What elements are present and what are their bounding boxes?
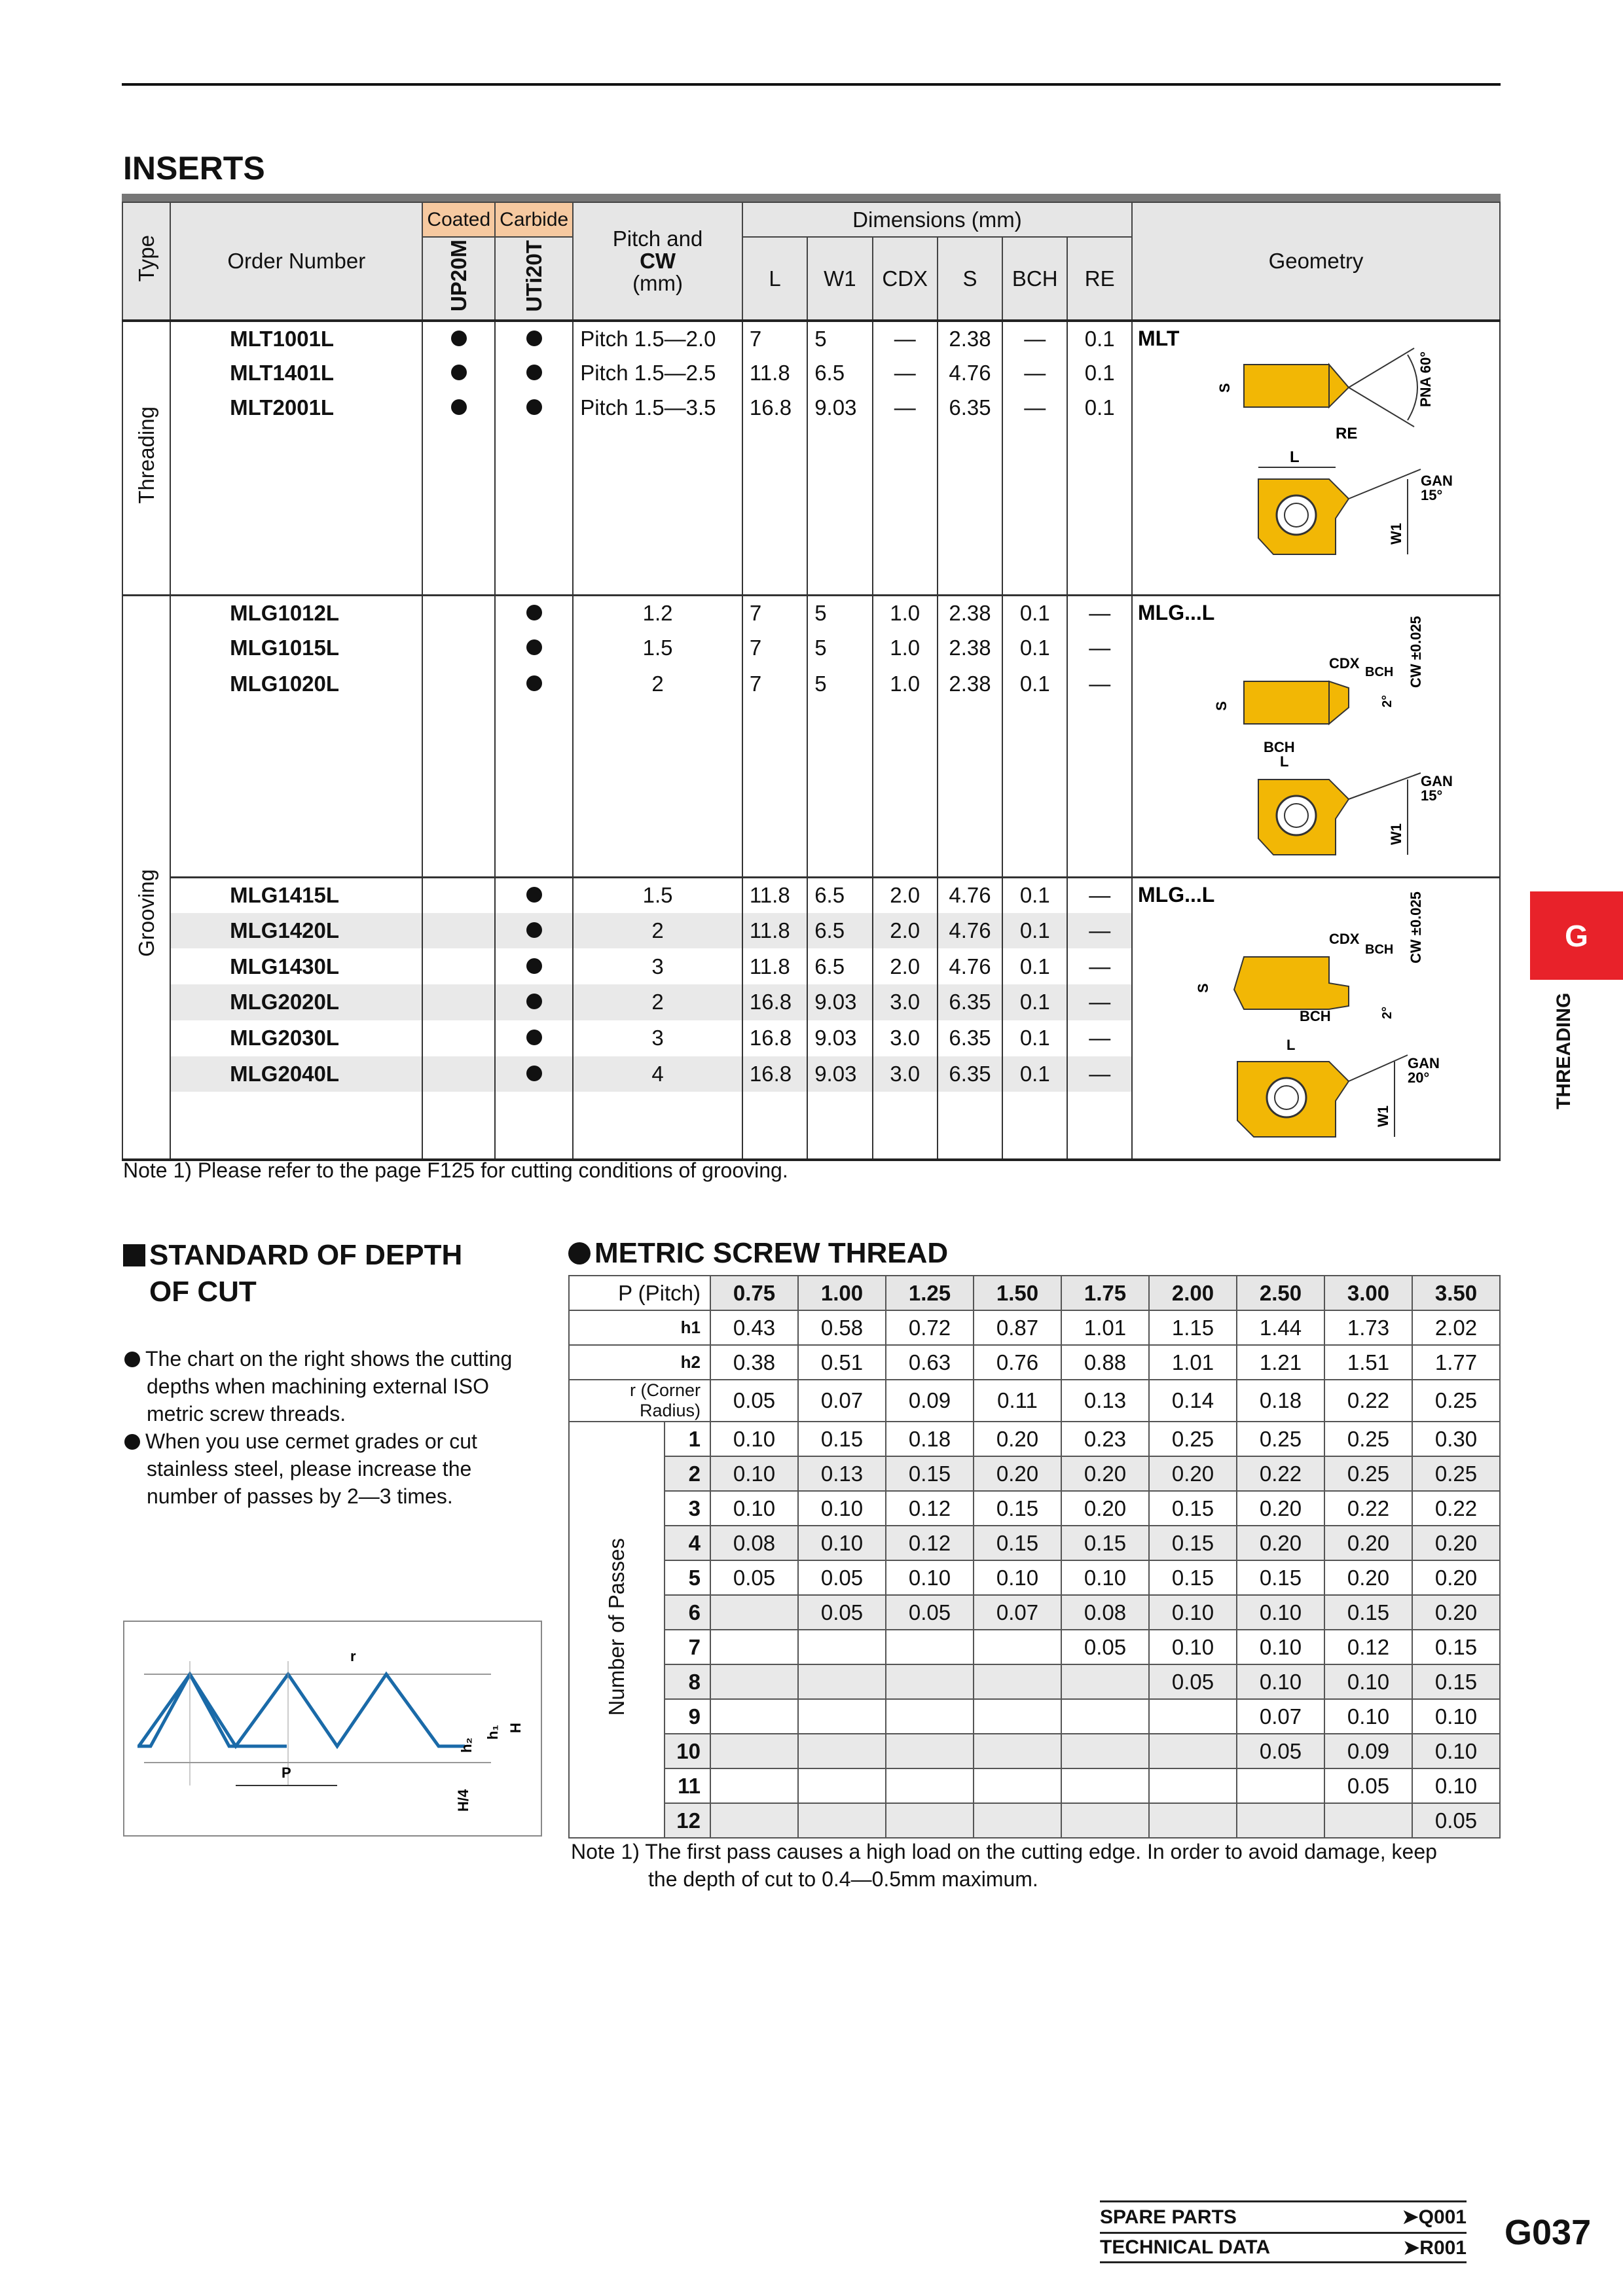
thread-diagram bbox=[123, 1621, 542, 1837]
table-row: 7 0.05 0.10 0.10 0.12 0.15 bbox=[569, 1630, 1500, 1664]
table-row: MLG1020L 2 7 5 1.0 2.38 0.1 — bbox=[122, 666, 1500, 702]
geometry-header: Geometry bbox=[1132, 202, 1500, 321]
passes-label: Number of Passes bbox=[569, 1422, 665, 1838]
svg-text:BCH: BCH bbox=[1365, 942, 1394, 957]
grade-up20m: UP20M bbox=[422, 237, 495, 321]
col-L: L bbox=[742, 237, 807, 321]
footer-links bbox=[1100, 2200, 1467, 2263]
geometry-mlt bbox=[1132, 321, 1500, 595]
footer-spare-parts[interactable]: SPARE PARTS ➤Q001 bbox=[1100, 2200, 1467, 2232]
table-row: MLG1430L 3 11.8 6.5 2.0 4.76 0.1 — bbox=[122, 948, 1500, 984]
svg-text:r: r bbox=[350, 1648, 356, 1664]
mlt-insert-drawing bbox=[1133, 322, 1499, 584]
table-row: 2 0.10 0.13 0.15 0.20 0.20 0.20 0.22 0.25 0.25 bbox=[569, 1456, 1500, 1491]
svg-text:PNA 60°: PNA 60° bbox=[1417, 351, 1434, 407]
table-row: 8 0.05 0.10 0.10 0.15 bbox=[569, 1664, 1500, 1699]
svg-text:H: H bbox=[507, 1723, 524, 1733]
footer-technical-data[interactable]: TECHNICAL DATA ➤R001 bbox=[1100, 2232, 1467, 2263]
col-BCH: BCH bbox=[1002, 237, 1067, 321]
geometry-mlg-b bbox=[1132, 877, 1500, 1160]
table-row: 11 0.05 0.10 bbox=[569, 1768, 1500, 1803]
svg-text:P: P bbox=[282, 1765, 291, 1781]
svg-text:2°: 2° bbox=[1380, 1006, 1395, 1019]
mlg-insert-drawing bbox=[1133, 878, 1499, 1153]
table-row: Number of Passes 1 0.10 0.15 0.18 0.20 0.23 0.25 0.25 0.25 0.30 bbox=[569, 1422, 1500, 1456]
type-header: Type bbox=[122, 202, 170, 321]
svg-text:S: S bbox=[1216, 383, 1233, 393]
carbide-header: Carbide bbox=[495, 202, 573, 237]
svg-text:GAN: GAN bbox=[1421, 473, 1453, 489]
type-threading: Threading bbox=[122, 321, 170, 595]
svg-text:CDX: CDX bbox=[1329, 930, 1360, 947]
table-row: Threading MLT1001L Pitch 1.5—2.0 7 5 — 2.38 — 0.1 MLT PNA 60° S RE L GAN 15° W1 bbox=[122, 321, 1500, 355]
svg-text:GAN: GAN bbox=[1421, 772, 1453, 789]
section-title: INSERTS bbox=[123, 150, 265, 187]
type-grooving: Grooving bbox=[122, 595, 170, 1160]
order-header: Order Number bbox=[170, 202, 422, 321]
coated-header: Coated bbox=[422, 202, 495, 237]
svg-text:H/4: H/4 bbox=[455, 1789, 471, 1812]
table-row: 4 0.08 0.10 0.12 0.15 0.15 0.15 0.20 0.20 0.20 bbox=[569, 1526, 1500, 1560]
table-row: 9 0.07 0.10 0.10 bbox=[569, 1699, 1500, 1734]
metric-table: P (Pitch) 0.75 1.00 1.25 1.50 1.75 2.00 2.50 3.00 3.50 h1 0.43 0.58 0.72 0.87 1.01 1.15 1.44 1.73 2.02 h2 0.38 0.51 0.63 0.76 0.88 1.01 1.21 1.51 1.77 r (Corner Radius) 0.05 0.07 0.09 0.11 0.13 0.14 0.18 0.22 0.25 Number of Passes 1 0.10 0.15 0.18 0.20 0.23 0.25 0.25 0.25 0.30 2 0.10 0.13 0.15 0.20 0.20 0.20 0.22 0.25 0.25 3 0.10 0.10 0.12 0.15 0.20 0.15 0.20 0.22 0.22 4 0.08 0.10 0.12 0.15 0.15 0.15 0.20 0.20 0.20 5 0.05 0.05 0.10 0.10 0.10 0.15 0.15 0.20 0.20 6 0.05 0.05 0.07 0.08 0.10 0.10 0.15 0.20 7 0.05 0.10 0.10 0.12 0.15 8 0.05 0.10 0.10 0.15 9 0.07 0.10 0.10 10 0.05 0.09 0.10 11 0.05 0.10 12 0.05 bbox=[568, 1275, 1501, 1839]
table-row: 6 0.05 0.05 0.07 0.08 0.10 0.10 0.15 0.20 bbox=[569, 1595, 1500, 1630]
table-row: 3 0.10 0.10 0.12 0.15 0.20 0.15 0.20 0.22 0.22 bbox=[569, 1491, 1500, 1526]
col-RE: RE bbox=[1067, 237, 1132, 321]
table-row: MLG2020L 2 16.8 9.03 3.0 6.35 0.1 — bbox=[122, 984, 1500, 1020]
grade-uti20t: UTi20T bbox=[495, 237, 573, 321]
dims-header: Dimensions (mm) bbox=[742, 202, 1132, 237]
std-bullets: The chart on the right shows the cutting depths when machining external ISO metric screw threads. When you use cermet grades or cut stainless steel, please increase the number of passes by 2—3 times. bbox=[124, 1345, 543, 1510]
svg-text:MLG...L: MLG...L bbox=[1138, 882, 1215, 906]
svg-text:L: L bbox=[1286, 1036, 1296, 1053]
svg-text:W1: W1 bbox=[1375, 1105, 1391, 1127]
svg-text:15°: 15° bbox=[1421, 487, 1443, 503]
table-row: MLT1401L Pitch 1.5—2.5 11.8 6.5 — 4.76 — 0.1 bbox=[122, 355, 1500, 390]
svg-text:15°: 15° bbox=[1421, 787, 1443, 804]
col-W1: W1 bbox=[807, 237, 872, 321]
note-first-pass: Note 1) The first pass causes a high load on the cutting edge. In order to avoid damage, keep the depth of cut to 0.4—0.5mm maximum. bbox=[571, 1840, 1437, 1891]
svg-text:BCH: BCH bbox=[1264, 738, 1295, 755]
svg-text:CDX: CDX bbox=[1329, 655, 1360, 672]
svg-text:MLG...L: MLG...L bbox=[1138, 600, 1215, 624]
svg-text:L: L bbox=[1280, 753, 1289, 770]
table-row: 5 0.05 0.05 0.10 0.10 0.10 0.15 0.15 0.20 0.20 bbox=[569, 1560, 1500, 1595]
inserts-table bbox=[122, 202, 1501, 1161]
col-CDX: CDX bbox=[873, 237, 938, 321]
svg-text:L: L bbox=[1290, 448, 1300, 466]
pitch-header: Pitch and CW (mm) bbox=[573, 202, 742, 321]
table-row: Grooving MLG1012L 1.2 7 5 1.0 2.38 0.1 — MLG...L CDX BCH S CW ±0.025 2° BCH L GAN 15° W1 bbox=[122, 595, 1500, 630]
header-bar bbox=[122, 194, 1501, 202]
svg-text:CW ±0.025: CW ±0.025 bbox=[1408, 891, 1424, 963]
svg-text:CW ±0.025: CW ±0.025 bbox=[1408, 615, 1424, 688]
svg-text:MLT: MLT bbox=[1138, 327, 1180, 350]
geometry-mlg-a bbox=[1132, 595, 1500, 877]
page-number: G037 bbox=[1504, 2213, 1592, 2252]
metric-title: METRIC SCREW THREAD bbox=[568, 1237, 948, 1270]
chapter-tab[interactable]: G bbox=[1530, 891, 1623, 980]
svg-text:2°: 2° bbox=[1380, 694, 1395, 708]
table-row: MLG2040L 4 16.8 9.03 3.0 6.35 0.1 — bbox=[122, 1056, 1500, 1092]
table-row: MLG1415L 1.5 11.8 6.5 2.0 4.76 0.1 — MLG...L CDX BCH S CW ±0.025 2° BCH L GAN 20° W1 bbox=[122, 877, 1500, 913]
svg-text:GAN: GAN bbox=[1408, 1054, 1440, 1071]
svg-text:h₂: h₂ bbox=[458, 1737, 475, 1753]
table-row: 10 0.05 0.09 0.10 bbox=[569, 1734, 1500, 1768]
svg-text:BCH: BCH bbox=[1300, 1007, 1331, 1024]
top-rule bbox=[122, 83, 1501, 86]
svg-text:W1: W1 bbox=[1388, 823, 1404, 845]
table-row: MLG2030L 3 16.8 9.03 3.0 6.35 0.1 — bbox=[122, 1020, 1500, 1056]
svg-text:S: S bbox=[1195, 982, 1211, 993]
table-row: MLG1015L 1.5 7 5 1.0 2.38 0.1 — bbox=[122, 630, 1500, 666]
table-row: 12 0.05 bbox=[569, 1803, 1500, 1838]
svg-text:BCH: BCH bbox=[1365, 664, 1394, 679]
col-S: S bbox=[938, 237, 1002, 321]
svg-text:W1: W1 bbox=[1388, 523, 1404, 545]
mlg-insert-drawing bbox=[1133, 596, 1499, 871]
std-title: STANDARD OF DEPTH OF CUT bbox=[123, 1237, 462, 1310]
chapter-label: THREADING bbox=[1553, 992, 1575, 1109]
note-grooving: Note 1) Please refer to the page F125 for cutting conditions of grooving. bbox=[123, 1158, 788, 1182]
svg-text:20°: 20° bbox=[1408, 1069, 1430, 1086]
table-row: MLT2001L Pitch 1.5—3.5 16.8 9.03 — 6.35 — 0.1 bbox=[122, 390, 1500, 425]
svg-text:h₁: h₁ bbox=[484, 1725, 501, 1740]
svg-text:S: S bbox=[1213, 700, 1230, 711]
svg-text:RE: RE bbox=[1336, 425, 1358, 442]
table-row: MLG1420L 2 11.8 6.5 2.0 4.76 0.1 — bbox=[122, 913, 1500, 949]
